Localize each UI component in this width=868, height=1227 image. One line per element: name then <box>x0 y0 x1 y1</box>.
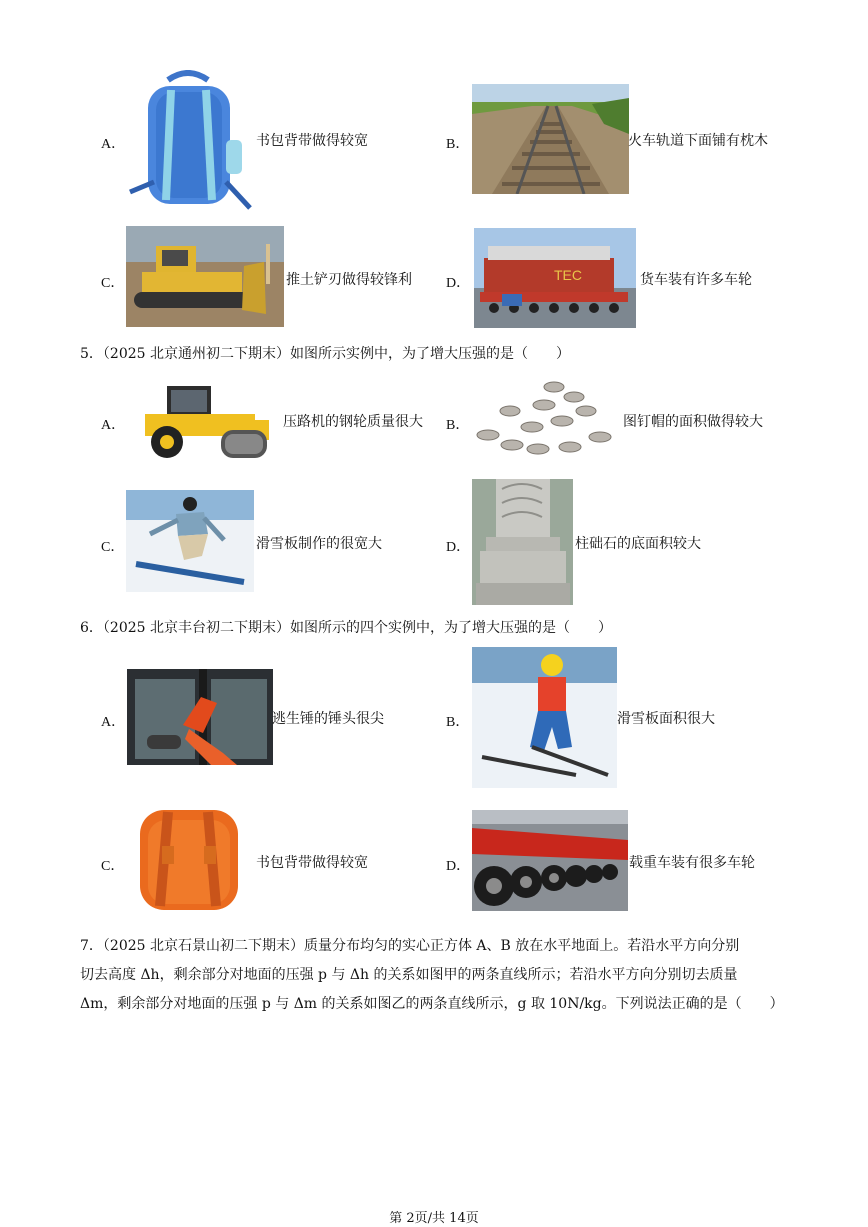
option-letter: B． <box>446 137 470 152</box>
option-letter: D． <box>446 540 471 555</box>
snowboarder-image <box>126 490 254 592</box>
orange-backpack-image <box>136 806 242 913</box>
option-text: 滑雪板制作的很宽大 <box>256 536 382 552</box>
option-text: 推土铲刃做得较锋利 <box>286 272 412 288</box>
bulldozer-image <box>126 226 284 327</box>
option-text: 柱础石的底面积较大 <box>575 536 701 552</box>
question-7-line-1: 7．（2025 北京石景山初二下期末）质量分布均匀的实心正方体 A、B 放在水平地面上。若沿水平方向分别 <box>80 938 740 954</box>
option-text: 载重车装有很多车轮 <box>629 855 755 871</box>
option-text: 火车轨道下面铺有枕木 <box>628 133 768 149</box>
option-letter: D． <box>446 276 471 291</box>
thumbtacks-image <box>474 377 614 461</box>
option-letter: B． <box>446 418 470 433</box>
road-roller-image <box>127 380 279 462</box>
option-letter: C． <box>101 540 125 555</box>
heavy-truck-wheels-image <box>472 810 628 911</box>
escape-hammer-image <box>127 669 273 765</box>
question-7-line-2: 切去高度 Δh，剩余部分对地面的压强 p 与 Δh 的关系如图甲的两条直线所示；若沿水平方向分别切去质量 <box>80 967 738 983</box>
option-text: 书包背带做得较宽 <box>256 133 368 149</box>
option-text: 书包背带做得较宽 <box>256 855 368 871</box>
option-text: 图钉帽的面积做得较大 <box>623 414 763 430</box>
stone-pillar-image <box>472 479 573 605</box>
child-skier-image <box>472 647 617 788</box>
railway-track-image <box>472 84 629 194</box>
option-letter: D． <box>446 859 471 874</box>
option-text: 滑雪板面积很大 <box>617 711 715 727</box>
question-6-stem: 6．（2025 北京丰台初二下期末）如图所示的四个实例中，为了增大压强的是（ ） <box>80 620 612 636</box>
option-letter: A． <box>101 418 126 433</box>
option-letter: A． <box>101 715 126 730</box>
blue-backpack-image <box>126 70 252 213</box>
page-footer: 第 2页/共 14页 <box>389 1211 479 1226</box>
heavy-truck-image <box>474 228 636 328</box>
option-text: 货车装有许多车轮 <box>640 272 752 288</box>
svg-text:TEC: TEC <box>554 267 582 283</box>
question-5-stem: 5．（2025 北京通州初二下期末）如图所示实例中，为了增大压强的是（ ） <box>80 346 570 362</box>
option-letter: B． <box>446 715 470 730</box>
option-text: 逃生锤的锤头很尖 <box>272 711 384 727</box>
option-letter: A． <box>101 137 126 152</box>
option-letter: C． <box>101 276 125 291</box>
option-text: 压路机的钢轮质量很大 <box>283 414 423 430</box>
question-7-line-3: Δm，剩余部分对地面的压强 p 与 Δm 的关系如图乙的两条直线所示，g 取 10N/kg。下列说法正确的是（ ） <box>80 996 784 1012</box>
option-letter: C． <box>101 859 125 874</box>
